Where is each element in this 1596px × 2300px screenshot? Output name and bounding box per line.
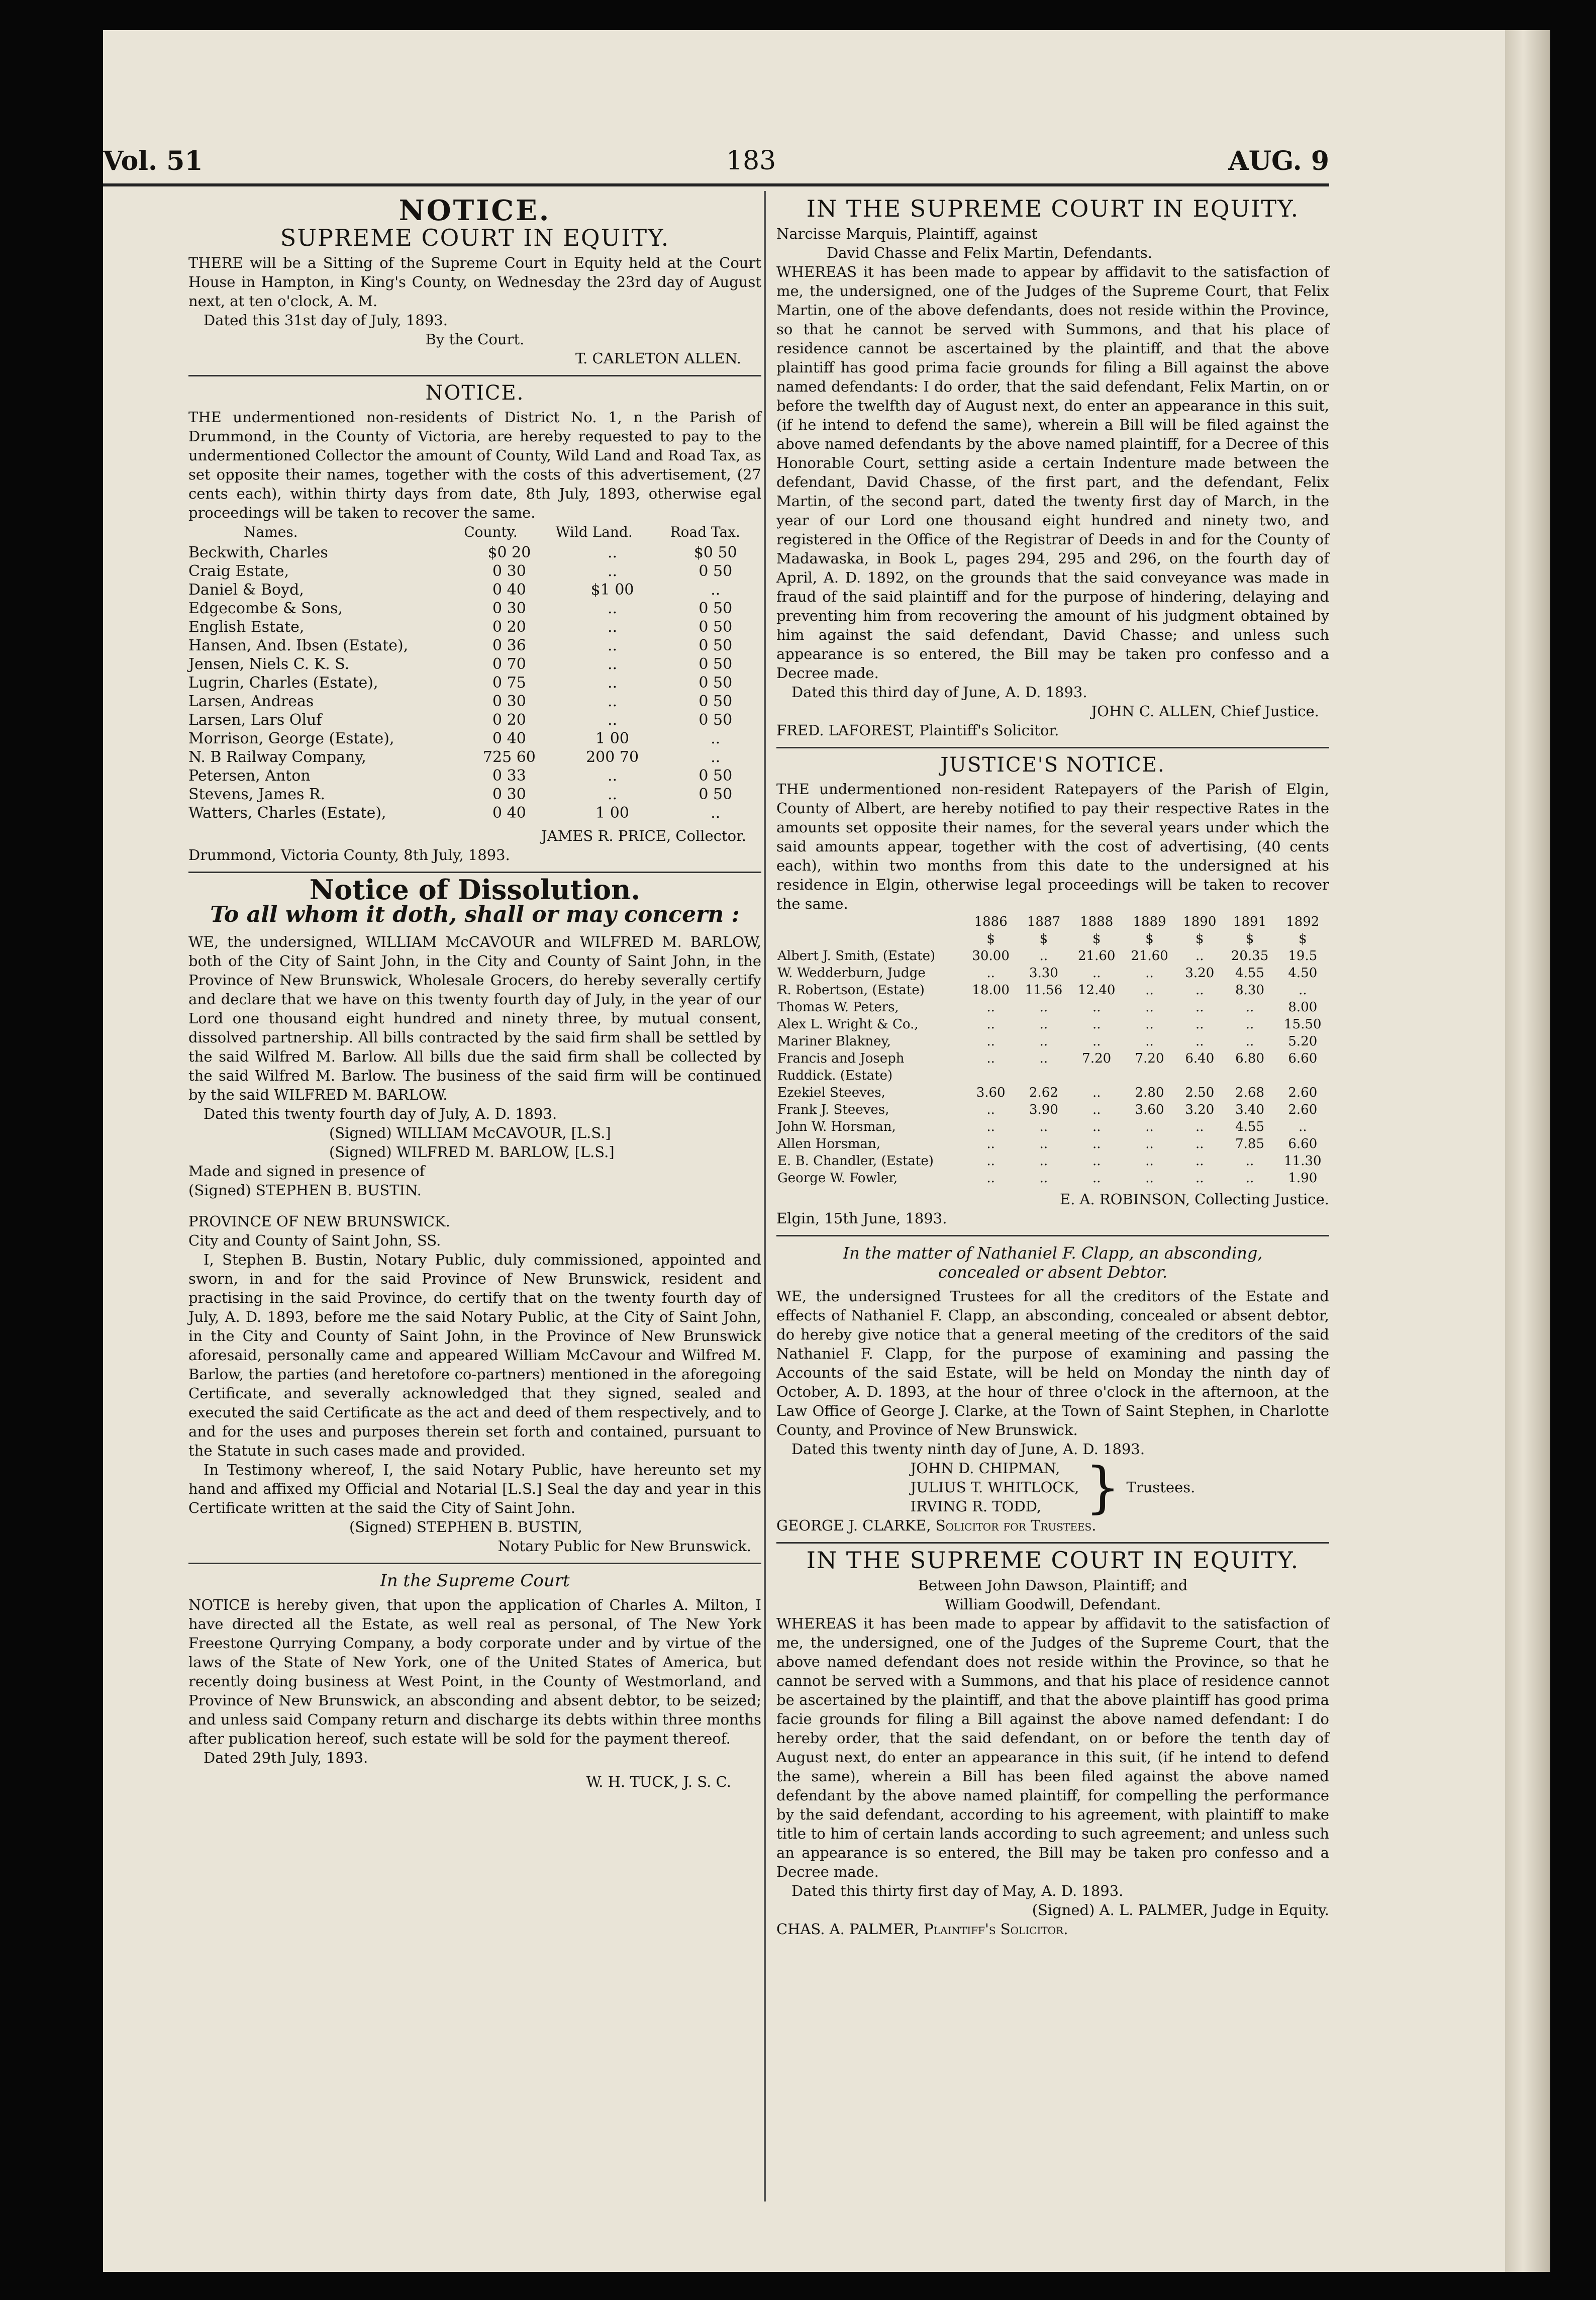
rate-amount: 4.55 bbox=[1235, 1119, 1264, 1134]
ratepayer-name: R. Robertson, (Estate) bbox=[777, 983, 925, 998]
rate-amount: .. bbox=[986, 1000, 995, 1015]
ratepayer-name: W. Wedderburn, Judge bbox=[777, 966, 926, 981]
trustees-label: Trustees. bbox=[1126, 1479, 1195, 1496]
equity-title: IN THE SUPREME COURT IN EQUITY. bbox=[806, 1547, 1300, 1574]
page-header bbox=[103, 121, 1329, 181]
table-row bbox=[776, 999, 1329, 1016]
right-column bbox=[776, 196, 1329, 1944]
rate-amount: 5.20 bbox=[1288, 1034, 1318, 1049]
table-row bbox=[188, 655, 761, 674]
taxpayer-name: Morrison, George (Estate), bbox=[188, 730, 394, 747]
rate-amount: .. bbox=[1092, 1102, 1101, 1117]
table-row bbox=[776, 1084, 1329, 1101]
table-row bbox=[188, 692, 761, 711]
notice-supreme-court bbox=[188, 1571, 761, 1791]
dissolution-subtitle: To all whom it doth, shall or may concern : bbox=[210, 902, 740, 927]
witness-signature: (Signed) STEPHEN B. BUSTIN. bbox=[188, 1182, 422, 1199]
tax-amount: 0 50 bbox=[699, 711, 733, 729]
rate-amount: .. bbox=[1039, 1154, 1048, 1169]
tax-amount: .. bbox=[608, 767, 618, 785]
justice-place: Elgin, 15th June, 1893. bbox=[776, 1210, 947, 1227]
rate-amount: .. bbox=[1145, 983, 1154, 998]
rate-amount: .. bbox=[986, 1171, 995, 1186]
equity-signer: JOHN C. ALLEN, Chief Justice. bbox=[1091, 703, 1319, 720]
tax-amount: 0 30 bbox=[492, 600, 526, 617]
notice-subtitle: SUPREME COURT IN EQUITY. bbox=[280, 224, 670, 251]
rate-amount: 2.50 bbox=[1185, 1085, 1215, 1100]
year-header: 1886 bbox=[974, 914, 1008, 929]
tax-amount: 0 30 bbox=[492, 693, 526, 710]
section-rule bbox=[188, 872, 761, 873]
column-header: Names. bbox=[244, 524, 298, 540]
rate-amount: .. bbox=[1145, 966, 1154, 981]
taxpayer-name: N. B Railway Company, bbox=[188, 748, 366, 766]
rate-amount: 6.80 bbox=[1235, 1051, 1264, 1066]
signature-mccavour: (Signed) WILLIAM McCAVOUR, [L.S.] bbox=[329, 1124, 611, 1141]
rate-amount: .. bbox=[986, 1119, 995, 1134]
clapp-title: In the matter of Nathaniel F. Clapp, an absconding, bbox=[843, 1243, 1263, 1263]
tax-amount: .. bbox=[608, 786, 618, 803]
rate-amount: 3.20 bbox=[1185, 966, 1215, 981]
rate-amount: 3.40 bbox=[1235, 1102, 1264, 1117]
rate-amount: .. bbox=[1039, 1136, 1048, 1152]
trustee-name: IRVING R. TODD, bbox=[910, 1498, 1042, 1515]
table-row bbox=[188, 618, 761, 636]
table-row bbox=[188, 599, 761, 618]
tax-amount: 0 50 bbox=[699, 600, 733, 617]
table-row bbox=[776, 982, 1329, 999]
rate-amount: .. bbox=[1039, 1034, 1048, 1049]
rate-amount: 6.60 bbox=[1288, 1136, 1318, 1152]
tax-amount: .. bbox=[608, 655, 618, 673]
rate-amount: 1.90 bbox=[1288, 1171, 1318, 1186]
tax-amount: 0 50 bbox=[699, 767, 733, 785]
notice-equity-dawson bbox=[776, 1547, 1329, 1939]
tax-amount: 0 36 bbox=[492, 637, 526, 654]
rate-amount: .. bbox=[1245, 1154, 1254, 1169]
rate-amount: 15.50 bbox=[1284, 1017, 1322, 1032]
rate-amount: 3.90 bbox=[1029, 1102, 1058, 1117]
rate-amount: .. bbox=[1195, 948, 1204, 964]
ratepayer-name: Thomas W. Peters, bbox=[777, 1000, 899, 1015]
collector-place: Drummond, Victoria County, 8th July, 1893. bbox=[188, 846, 510, 864]
rate-amount: .. bbox=[1092, 1154, 1101, 1169]
section-rule bbox=[188, 375, 761, 376]
city-line: City and County of Saint John, SS. bbox=[188, 1232, 441, 1249]
supreme-title: In the Supreme Court bbox=[380, 1571, 570, 1591]
dollar-sign: $ bbox=[1145, 931, 1154, 946]
tax-amount: 0 70 bbox=[492, 655, 526, 673]
notice-equity-sitting bbox=[188, 194, 761, 368]
table-row bbox=[776, 1016, 1329, 1033]
ratepayer-name: E. B. Chandler, (Estate) bbox=[777, 1154, 934, 1169]
tax-amount: .. bbox=[711, 581, 721, 599]
rate-amount: 21.60 bbox=[1078, 948, 1116, 964]
table-row bbox=[776, 965, 1329, 982]
rate-amount: .. bbox=[986, 966, 995, 981]
rate-amount: .. bbox=[1195, 1154, 1204, 1169]
rate-amount: .. bbox=[1092, 1136, 1101, 1152]
taxpayer-name: Lugrin, Charles (Estate), bbox=[188, 674, 378, 692]
notice-equity-marquis bbox=[776, 195, 1329, 740]
clapp-solicitor: GEORGE J. CLARKE, Solicitor for Trustees. bbox=[776, 1517, 1096, 1534]
notice-dissolution bbox=[188, 874, 761, 1556]
rate-amount: 6.40 bbox=[1185, 1051, 1215, 1066]
header-rule bbox=[103, 183, 1329, 186]
rate-amount: 7.85 bbox=[1235, 1136, 1264, 1152]
rate-amount: .. bbox=[1299, 1119, 1307, 1134]
tax-amount: 0 75 bbox=[492, 674, 526, 692]
notice-signer: T. CARLETON ALLEN. bbox=[575, 350, 741, 367]
tax-amount: 1 00 bbox=[595, 730, 629, 747]
rate-amount: .. bbox=[1195, 1017, 1204, 1032]
notice-clapp bbox=[776, 1243, 1329, 1535]
equity-parties: Narcisse Marquis, Plaintiff, against bbox=[776, 225, 1038, 242]
rate-amount: .. bbox=[1195, 1034, 1204, 1049]
rate-amount: .. bbox=[1195, 1000, 1204, 1015]
dissolution-dated: Dated this twenty fourth day of July, A. D. 1893. bbox=[204, 1105, 557, 1122]
equity-parties: William Goodwill, Defendant. bbox=[944, 1596, 1161, 1613]
equity-solicitor: CHAS. A. PALMER, Plaintiff's Solicitor. bbox=[776, 1921, 1068, 1938]
taxpayer-name: Petersen, Anton bbox=[188, 767, 311, 785]
table-row bbox=[188, 636, 761, 655]
year-header: 1891 bbox=[1233, 914, 1267, 929]
tax-amount: 0 30 bbox=[492, 786, 526, 803]
rate-amount: 20.35 bbox=[1231, 948, 1269, 964]
rate-amount: .. bbox=[1195, 1171, 1204, 1186]
year-header: 1890 bbox=[1183, 914, 1217, 929]
tax-amount: .. bbox=[711, 748, 721, 766]
rate-amount: .. bbox=[1039, 1017, 1048, 1032]
rate-amount: 4.50 bbox=[1288, 966, 1318, 981]
notice-by: By the Court. bbox=[425, 331, 525, 348]
rate-amount: 8.30 bbox=[1235, 983, 1264, 998]
table-row bbox=[776, 1170, 1329, 1187]
section-rule bbox=[776, 1542, 1329, 1544]
rate-amount: 21.60 bbox=[1131, 948, 1168, 964]
ratepayer-name: Mariner Blakney, bbox=[777, 1034, 891, 1049]
notice-body: THERE will be a Sitting of the Supreme Court in Equity held at the Court House in Hampton, in King's County, on Wednesday the 23rd day of August next, at ten o'clock, A. M. bbox=[188, 254, 761, 310]
notice-body: THE undermentioned non-residents of District No. 1, n the Parish of Drummond, in the County of Victoria, are hereby requested to pay to the undermentioned Collector the amount of County, Wild Land and Road Tax, as set opposite their names, together with the costs of this advertisement, (27 cents each), within thirty days from date, 8th July, 1893, otherwise egal proceedings will be taken to recover the same. bbox=[188, 409, 761, 521]
rate-amount: .. bbox=[1245, 1017, 1254, 1032]
table-row bbox=[188, 562, 761, 581]
rate-amount: 7.20 bbox=[1082, 1051, 1112, 1066]
rate-amount: 3.60 bbox=[1135, 1102, 1164, 1117]
year-header: 1889 bbox=[1133, 914, 1166, 929]
taxpayer-name: Larsen, Lars Oluf bbox=[188, 711, 322, 729]
equity-signer: (Signed) A. L. PALMER, Judge in Equity. bbox=[1032, 1901, 1329, 1919]
tax-amount: .. bbox=[608, 618, 618, 636]
notary-title: Notary Public for New Brunswick. bbox=[497, 1538, 751, 1555]
table-row bbox=[776, 1118, 1329, 1135]
tax-amount: .. bbox=[608, 711, 618, 729]
justice-body: THE undermentioned non-resident Ratepayers of the Parish of Elgin, County of Albert, are hereby notified to pay their respective Rates in the amounts set opposite their names, for the several years under which the said amounts appear, together with the cost of advertising, (40 cents each), within two months from this date to the undersigned at his residence in Elgin, otherwise legal proceedings will be taken to recover the same. bbox=[776, 781, 1329, 912]
table-row bbox=[188, 804, 761, 822]
rate-amount: .. bbox=[1092, 1085, 1101, 1100]
tax-amount: 0 40 bbox=[492, 581, 526, 599]
table-row bbox=[188, 543, 761, 562]
dollar-sign: $ bbox=[1092, 931, 1101, 946]
table-row bbox=[776, 1101, 1329, 1118]
table-row bbox=[188, 729, 761, 748]
dollar-sign: $ bbox=[1039, 931, 1048, 946]
table-row bbox=[188, 748, 761, 766]
left-column bbox=[188, 196, 761, 1796]
trustees-names bbox=[911, 1459, 1079, 1516]
brace-glyph: } bbox=[1085, 1455, 1121, 1519]
rate-amount: 11.30 bbox=[1284, 1154, 1322, 1169]
ratepayer-name: Frank J. Steeves, bbox=[777, 1102, 889, 1117]
equity-solicitor: FRED. LAFOREST, Plaintiff's Solicitor. bbox=[776, 722, 1059, 739]
justice-signer: E. A. ROBINSON, Collecting Justice. bbox=[1059, 1191, 1329, 1208]
column-header: County. bbox=[464, 524, 518, 540]
table-header-row bbox=[776, 930, 1329, 947]
table-header-row bbox=[776, 913, 1329, 930]
rate-amount: .. bbox=[1145, 1000, 1154, 1015]
rate-amount: 6.60 bbox=[1288, 1051, 1318, 1066]
notice-title: NOTICE. bbox=[425, 381, 525, 405]
section-rule bbox=[188, 1563, 761, 1564]
rate-amount: .. bbox=[1092, 1171, 1101, 1186]
rate-amount: .. bbox=[1039, 1119, 1048, 1134]
ratepayer-name: Ezekiel Steeves, bbox=[777, 1085, 885, 1100]
table-row bbox=[776, 1135, 1329, 1153]
section-rule bbox=[776, 747, 1329, 748]
trustee-name: JOHN D. CHIPMAN, bbox=[910, 1460, 1060, 1477]
taxpayer-name: Watters, Charles (Estate), bbox=[188, 804, 386, 822]
tax-amount: 200 70 bbox=[586, 748, 639, 766]
rate-amount: .. bbox=[1039, 1051, 1048, 1066]
notary-certificate: I, Stephen B. Bustin, Notary Public, duly commissioned, appointed and sworn, in and for the said Province of New Brunswick, resident and practising in the said Province, do certify that on the twenty fourth day of July, A. D. 1893, before me the said Notary Public, at the City of Saint John, in the City and County of Saint John, in the Province of New Brunswick aforesaid, personally came and appeared William McCavour and Wilfred M. Barlow, the parties (and heretofore co-partners) mentioned in the aforegoing Certificate, and severally acknowledged that they signed, sealed and executed the said Certificate as the act and deed of them respectively, and to and for the uses and purposes therein set forth and contained, pursuant to the Statute in such cases made and provided. bbox=[188, 1251, 761, 1459]
rate-amount: .. bbox=[1092, 1017, 1101, 1032]
table-header-row bbox=[188, 522, 761, 543]
rate-amount: .. bbox=[986, 1051, 995, 1066]
page-number: 183 bbox=[726, 146, 776, 176]
rates-table bbox=[776, 913, 1329, 1187]
rate-amount: .. bbox=[986, 1136, 995, 1152]
taxpayer-name: Jensen, Niels C. K. S. bbox=[188, 655, 350, 673]
tax-table bbox=[188, 522, 761, 822]
tax-amount: 0 20 bbox=[492, 618, 526, 636]
tax-amount: $1 00 bbox=[590, 581, 634, 599]
signature-barlow: (Signed) WILFRED M. BARLOW, [L.S.] bbox=[329, 1143, 615, 1161]
equity-parties: Between John Dawson, Plaintiff; and bbox=[918, 1577, 1188, 1594]
tax-amount: 1 00 bbox=[595, 804, 629, 822]
rate-amount: 3.20 bbox=[1185, 1102, 1215, 1117]
equity-dated: Dated this thirty first day of May, A. D. 1893. bbox=[791, 1882, 1124, 1899]
clapp-dated: Dated this twenty ninth day of June, A. D. 1893. bbox=[791, 1441, 1145, 1458]
rate-amount: .. bbox=[986, 1017, 995, 1032]
equity-body: WHEREAS it has been made to appear by affidavit to the satisfaction of me, the undersigned, one of the Judges of the Supreme Court, that the above named defendant does not reside within the Province, so that he cannot be served with a Summons, and that his place of residence cannot be ascertained by the plaintiff, and that the above plaintiff has good prima facie grounds for filing a Bill against the above named defendant: I do hereby order, that the said defendant, on or before the tenth day of August next, do enter an appearance in this suit, (if he intend to defend the same), wherein a Bill has been filed against the above named defendant by the above named plaintiff, for compelling the performance by the said defendant, according to his agreement, with plaintiff to make title to him of certain lands according to such agreement; and unless such an appearance is so entered, the Bill may be taken pro confesso and a Decree made. bbox=[776, 1615, 1329, 1880]
equity-parties: David Chasse and Felix Martin, Defendants. bbox=[827, 244, 1153, 261]
rate-amount: 12.40 bbox=[1078, 983, 1116, 998]
rate-amount: 11.56 bbox=[1025, 983, 1063, 998]
rate-amount: .. bbox=[1145, 1119, 1154, 1134]
taxpayer-name: Hansen, And. Ibsen (Estate), bbox=[188, 637, 409, 654]
tax-amount: 0 50 bbox=[699, 655, 733, 673]
dollar-sign: $ bbox=[1299, 931, 1307, 946]
rate-amount: .. bbox=[986, 1034, 995, 1049]
column-divider bbox=[764, 191, 766, 2201]
tax-amount: 0 50 bbox=[699, 674, 733, 692]
notary-signature: (Signed) STEPHEN B. BUSTIN, bbox=[349, 1518, 582, 1536]
column-header: Wild Land. bbox=[555, 524, 633, 540]
table-row bbox=[776, 1153, 1329, 1170]
taxpayer-name: Daniel & Boyd, bbox=[188, 581, 304, 599]
tax-amount: 0 50 bbox=[699, 693, 733, 710]
ratepayer-name: George W. Fowler, bbox=[777, 1171, 898, 1186]
rate-amount: .. bbox=[1145, 1017, 1154, 1032]
column-header: Road Tax. bbox=[670, 524, 740, 540]
supreme-signer: W. H. TUCK, J. S. C. bbox=[586, 1773, 731, 1790]
table-row bbox=[188, 785, 761, 804]
rate-amount: 8.00 bbox=[1288, 1000, 1318, 1015]
rate-amount: .. bbox=[1245, 1034, 1254, 1049]
supreme-body: NOTICE is hereby given, that upon the application of Charles A. Milton, I have directed all the Estate, as well real as personal, of The New York Freestone Qurrying Company, a body corporate under and by virtue of the laws of the State of New York, one of the United States of America, but recently doing business at West Point, in the County of Westmorland, and Province of New Brunswick, an absconding and absent debtor, to be seized; and unless said Company return and discharge its debts within three months after publication hereof, such estate will be sold for the payment thereof. bbox=[188, 1596, 761, 1747]
table-row bbox=[188, 581, 761, 599]
ratepayer-name: Alex L. Wright & Co., bbox=[777, 1017, 919, 1032]
volume-label: Vol. 51 bbox=[103, 146, 203, 176]
rate-amount: .. bbox=[1145, 1034, 1154, 1049]
rate-amount: 2.60 bbox=[1288, 1102, 1318, 1117]
table-row bbox=[188, 674, 761, 692]
rate-amount: 30.00 bbox=[972, 948, 1010, 964]
tax-amount: 0 50 bbox=[699, 786, 733, 803]
rate-amount: .. bbox=[1245, 1000, 1254, 1015]
notice-drummond-tax bbox=[188, 381, 761, 865]
trustee-name: JULIUS T. WHITLOCK, bbox=[910, 1479, 1079, 1496]
tax-amount: 725 60 bbox=[482, 748, 536, 766]
equity-dated: Dated this third day of June, A. D. 1893. bbox=[791, 684, 1087, 701]
notice-justice bbox=[776, 755, 1329, 1228]
rate-amount: .. bbox=[1195, 1136, 1204, 1152]
ratepayer-name: Allen Horsman, bbox=[777, 1136, 881, 1152]
dollar-sign: $ bbox=[1245, 931, 1254, 946]
section-rule bbox=[776, 1235, 1329, 1236]
notice-title: NOTICE. bbox=[398, 194, 551, 227]
tax-amount: 0 40 bbox=[492, 730, 526, 747]
tax-amount: 0 33 bbox=[492, 767, 526, 785]
clapp-body: WE, the undersigned Trustees for all the creditors of the Estate and effects of Nathaniel F. Clapp, an absconding, concealed or absent debtor, do hereby give notice that a general meeting of the creditors of the said Nathaniel F. Clapp, for the purpose of examining and passing the Accounts of the said Estate, will be held on Monday the ninth day of October, A. D. 1893, at the hour of three o'clock in the afternoon, at the Law Office of George J. Clarke, at the Town of Saint Stephen, in Charlotte County, and Province of New Brunswick. bbox=[776, 1288, 1329, 1439]
rate-amount: 4.55 bbox=[1235, 966, 1264, 981]
tax-amount: .. bbox=[608, 562, 618, 580]
tax-amount: 0 40 bbox=[492, 804, 526, 822]
equity-title: IN THE SUPREME COURT IN EQUITY. bbox=[806, 195, 1300, 222]
equity-body: WHEREAS it has been made to appear by affidavit to the satisfaction of me, the undersigned, one of the Judges of the Supreme Court, that Felix Martin, one of the above defendants, does not reside within the Province, so that he cannot be served with Summons, and that his place of residence cannot be ascertained by the plaintiff, and that the above plaintiff has good prima facie grounds for filing a Bill against the above named defendants: I do order, that the said defendant, Felix Martin, on or before the twelfth day of August next, do enter an appearance in this suit, (if he intend to defend the same), wherein a Bill will be filed against the above named defendants by the above named plaintiff, for a Decree of this Honorable Court, setting aside a certain Indenture made between the defendant, David Chasse, of the first part, and the defendant, Felix Martin, of the second part, dated the twenty first day of March, in the year of our Lord one thousand eight hundred and ninety two, and registered in the Office of the Registrar of Deeds in and for the County of Madawaska, in Book L, pages 294, 295 and 296, on the fourth day of April, A. D. 1892, on the grounds that the said conveyance was made in fraud of the said plaintiff and for the purpose of hindering, delaying and preventing him from recovering the amount of his judgment obtained by him against the said defendant, David Chasse; and unless such appearance is so entered, the Bill may be taken pro confesso and a Decree made. bbox=[776, 263, 1329, 682]
tax-amount: 0 30 bbox=[492, 562, 526, 580]
tax-amount: 0 50 bbox=[699, 562, 733, 580]
taxpayer-name: Stevens, James R. bbox=[188, 786, 326, 803]
rate-amount: .. bbox=[1195, 1119, 1204, 1134]
tax-amount: 0 20 bbox=[492, 711, 526, 729]
rate-amount: 2.68 bbox=[1235, 1085, 1264, 1100]
rate-amount: 7.20 bbox=[1135, 1051, 1164, 1066]
rate-amount: 2.60 bbox=[1288, 1085, 1318, 1100]
issue-date: AUG. 9 bbox=[1228, 146, 1329, 176]
rate-amount: .. bbox=[1145, 1136, 1154, 1152]
tax-amount: .. bbox=[711, 730, 721, 747]
table-row bbox=[776, 1033, 1329, 1050]
ratepayer-name: John W. Horsman, bbox=[777, 1119, 896, 1134]
tax-amount: .. bbox=[608, 600, 618, 617]
table-row bbox=[776, 947, 1329, 965]
taxpayer-name: Beckwith, Charles bbox=[188, 544, 328, 561]
rate-amount: 2.62 bbox=[1029, 1085, 1058, 1100]
year-header: 1887 bbox=[1027, 914, 1061, 929]
rate-amount: .. bbox=[1299, 983, 1307, 998]
tax-amount: .. bbox=[608, 637, 618, 654]
table-row bbox=[188, 766, 761, 785]
tax-amount: 0 50 bbox=[699, 637, 733, 654]
province-line: PROVINCE OF NEW BRUNSWICK. bbox=[188, 1213, 450, 1230]
dissolution-body: WE, the undersigned, WILLIAM McCAVOUR and WILFRED M. BARLOW, both of the City of Saint John, in the City and County of Saint John, in the Province of New Brunswick, Wholesale Grocers, do hereby severally certify and declare that we have on this twenty fourth day of July, in the year of our Lord one thousand eight hundred and ninety three, by mutual consent, dissolved partnership. All bills contracted by the said firm shall be settled by the said Wilfred M. Barlow. All bills due the said firm shall be collected by the said Wilfred M. Barlow. The business of the said firm will be continued by the said WILFRED M. BARLOW. bbox=[188, 933, 761, 1103]
taxpayer-name: English Estate, bbox=[188, 618, 305, 636]
justice-title: JUSTICE'S NOTICE. bbox=[940, 753, 1165, 777]
tax-amount: .. bbox=[711, 804, 721, 822]
trustees-block bbox=[776, 1455, 1329, 1519]
rate-amount: .. bbox=[1245, 1171, 1254, 1186]
tax-amount: $0 50 bbox=[693, 544, 737, 561]
table-row bbox=[188, 711, 761, 729]
rate-amount: 2.80 bbox=[1135, 1085, 1164, 1100]
ratepayer-name: Francis and Joseph Ruddick. (Estate) bbox=[777, 1051, 905, 1083]
tax-amount: 0 50 bbox=[699, 618, 733, 636]
supreme-dated: Dated 29th July, 1893. bbox=[204, 1749, 368, 1766]
dollar-sign: $ bbox=[1195, 931, 1204, 946]
rate-amount: .. bbox=[1039, 1171, 1048, 1186]
rate-amount: 18.00 bbox=[972, 983, 1010, 998]
clapp-title: concealed or absent Debtor. bbox=[938, 1263, 1167, 1282]
rate-amount: .. bbox=[986, 1154, 995, 1169]
tax-amount: .. bbox=[608, 674, 618, 692]
witness-line: Made and signed in presence of bbox=[188, 1163, 425, 1180]
rate-amount: .. bbox=[1092, 966, 1101, 981]
rate-amount: 19.5 bbox=[1288, 948, 1318, 964]
collector-signature: JAMES R. PRICE, Collector. bbox=[541, 827, 746, 844]
tax-amount: .. bbox=[608, 544, 618, 561]
rate-amount: 3.60 bbox=[976, 1085, 1006, 1100]
testimony-text: In Testimony whereof, I, the said Notary Public, have hereunto set my hand and affixed my Official and Notarial [L.S.] Seal the day and year in this Certificate written at the said the City of Saint John. bbox=[188, 1461, 761, 1516]
rate-amount: .. bbox=[1195, 983, 1204, 998]
taxpayer-name: Larsen, Andreas bbox=[188, 693, 314, 710]
year-header: 1888 bbox=[1080, 914, 1114, 929]
rate-amount: .. bbox=[1039, 1000, 1048, 1015]
rate-amount: .. bbox=[1092, 1034, 1101, 1049]
rate-amount: .. bbox=[986, 1102, 995, 1117]
dissolution-title: Notice of Dissolution. bbox=[309, 874, 641, 906]
rate-amount: .. bbox=[1092, 1000, 1101, 1015]
tax-table-body bbox=[188, 543, 761, 822]
rate-amount: .. bbox=[1039, 948, 1048, 964]
tax-amount: $0 20 bbox=[487, 544, 531, 561]
tax-amount: .. bbox=[608, 693, 618, 710]
page-spine bbox=[1505, 30, 1550, 2272]
rate-amount: .. bbox=[1092, 1119, 1101, 1134]
notice-dated: Dated this 31st day of July, 1893. bbox=[204, 312, 448, 329]
year-header: 1892 bbox=[1286, 914, 1320, 929]
taxpayer-name: Edgecombe & Sons, bbox=[188, 600, 343, 617]
rate-amount: 3.30 bbox=[1029, 966, 1058, 981]
rates-table-body bbox=[776, 947, 1329, 1187]
ratepayer-name: Albert J. Smith, (Estate) bbox=[777, 948, 936, 964]
dollar-sign: $ bbox=[986, 931, 995, 946]
table-row bbox=[776, 1050, 1329, 1084]
rate-amount: .. bbox=[1145, 1154, 1154, 1169]
rate-amount: .. bbox=[1145, 1171, 1154, 1186]
taxpayer-name: Craig Estate, bbox=[188, 562, 289, 580]
